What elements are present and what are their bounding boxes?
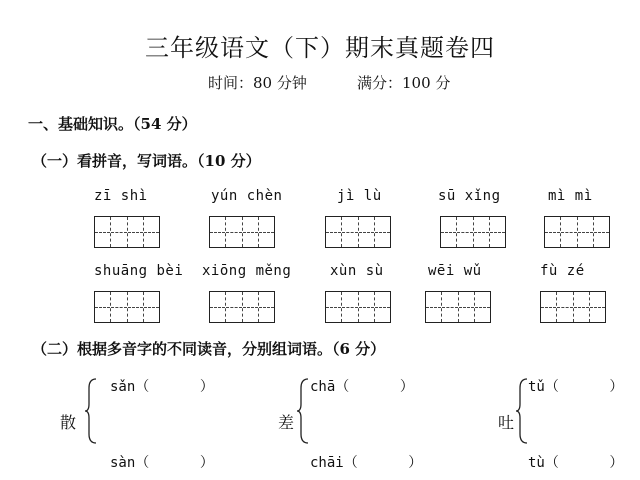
- pinyin-prompt: wēi wǔ: [428, 263, 482, 279]
- answer-grid[interactable]: [209, 216, 275, 248]
- subsection-pinyin: （一）看拼音，写词语。（10 分）: [32, 152, 261, 170]
- exam-score: 满分：100 分: [357, 74, 451, 92]
- reading-blank[interactable]: tù（ ）: [528, 455, 624, 471]
- pinyin-prompt: yún chèn: [211, 188, 283, 204]
- page-title: 三年级语文（下）期末真题卷四: [145, 34, 495, 62]
- section-basic-knowledge: 一、基础知识。（54 分）: [28, 115, 197, 133]
- exam-time: 时间：80 分钟: [208, 74, 307, 92]
- answer-grid[interactable]: [94, 291, 160, 323]
- answer-grid[interactable]: [425, 291, 491, 323]
- answer-grid[interactable]: [94, 216, 160, 248]
- pinyin-prompt: shuāng bèi: [94, 263, 184, 279]
- pinyin-prompt: xùn sù: [330, 263, 384, 279]
- pinyin-prompt: fù zé: [540, 263, 585, 279]
- answer-grid[interactable]: [544, 216, 610, 248]
- answer-grid[interactable]: [325, 216, 391, 248]
- polyphone-char: 散: [60, 413, 77, 432]
- answer-grid[interactable]: [325, 291, 391, 323]
- polyphone-char: 差: [278, 413, 295, 432]
- reading-blank[interactable]: chā（ ）: [310, 379, 414, 395]
- polyphone-char: 吐: [498, 413, 515, 432]
- pinyin-prompt: xiōng měng: [202, 263, 292, 279]
- answer-grid[interactable]: [209, 291, 275, 323]
- pinyin-prompt: mì mì: [548, 188, 593, 204]
- answer-grid[interactable]: [540, 291, 606, 323]
- brace-icon: [296, 378, 310, 444]
- pinyin-prompt: sū xǐng: [438, 188, 501, 204]
- subsection-polyphone: （二）根据多音字的不同读音，分别组词语。（6 分）: [32, 340, 386, 358]
- pinyin-prompt: zī shì: [94, 188, 148, 204]
- reading-blank[interactable]: sàn（ ）: [110, 455, 214, 471]
- reading-blank[interactable]: tǔ（ ）: [528, 379, 624, 395]
- answer-grid[interactable]: [440, 216, 506, 248]
- brace-icon: [84, 378, 98, 444]
- pinyin-prompt: jì lù: [337, 188, 382, 204]
- reading-blank[interactable]: sǎn（ ）: [110, 379, 214, 395]
- brace-icon: [515, 378, 529, 444]
- reading-blank[interactable]: chāi（ ）: [310, 455, 423, 471]
